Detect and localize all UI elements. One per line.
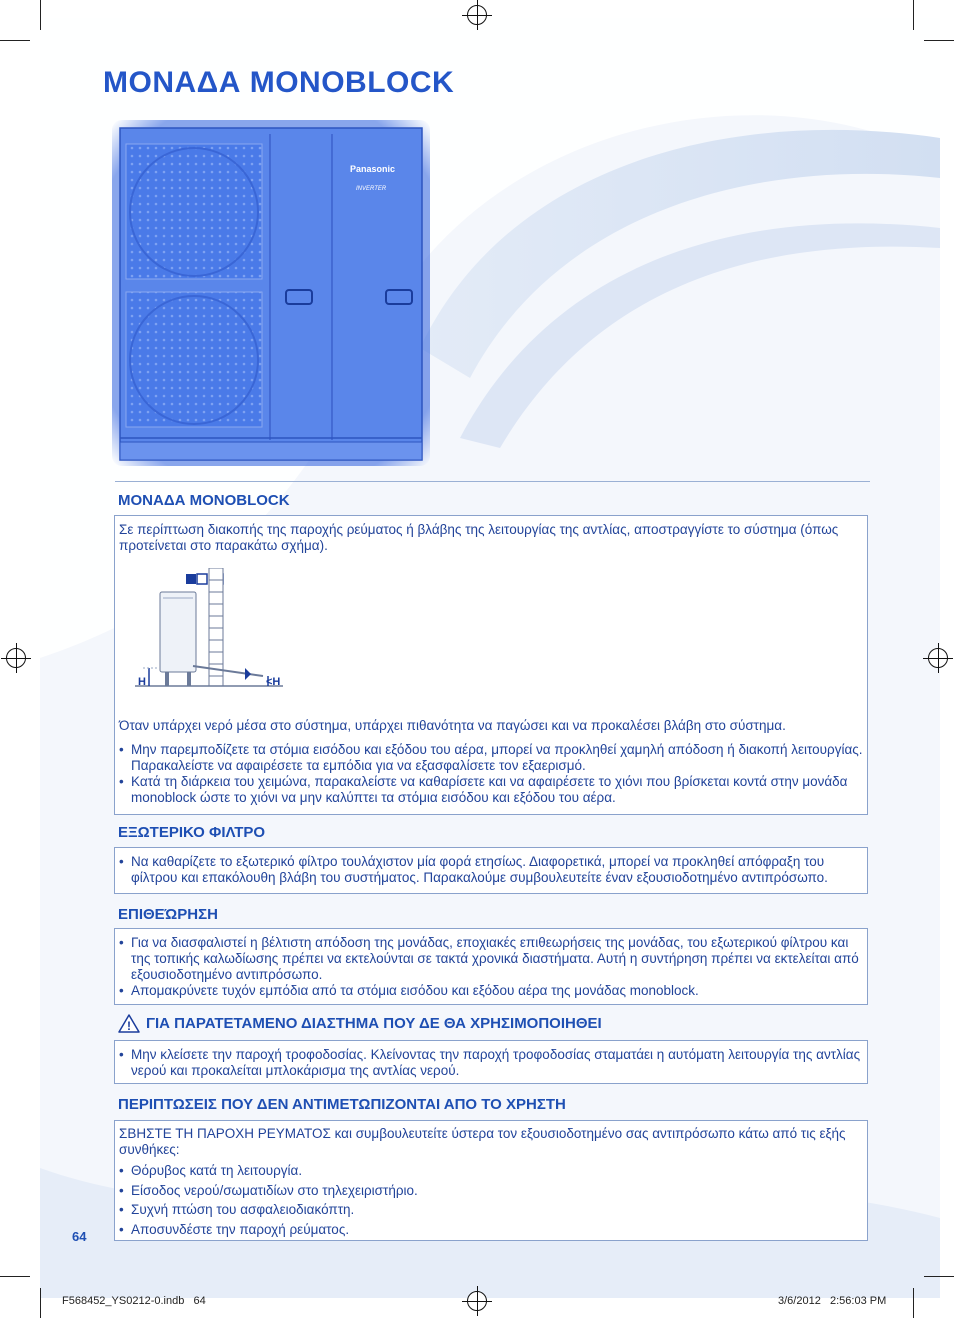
inverter-logo: INVERTER — [356, 186, 387, 192]
long-period-bullets — [115, 1047, 867, 1079]
crop-mark — [0, 40, 30, 41]
non-serviceable-info-box — [114, 1120, 868, 1241]
crop-mark — [913, 0, 914, 30]
section-heading-long-period: ΓΙΑ ΠΑΡΑΤΕΤΑΜΕΝΟ ΔΙΑΣΤΗΜΑ ΠΟΥ ΔΕ ΘΑ ΧΡΗΣΙΜΟΠΟΙΗΘΕΙ — [146, 1015, 602, 1032]
registration-mark-icon — [6, 648, 26, 668]
non-serviceable-intro: ΣΒΗΣΤΕ ΤΗ ΠΑΡΟΧΗ ΡΕΥΜΑΤΟΣ και συμβουλευτείτε ύστερα τον εξουσιοδοτημένο σας αντιπρόσωπο κάτω από τις εξής συνθήκες: — [119, 1126, 846, 1157]
page-number: 64 — [72, 1229, 87, 1244]
list-item: • Μην κλείσετε την παροχή τροφοδοσίας. Κλείνοντας την παροχή τροφοδοσίας σταματάει η αυτόματη λειτουργία της αντλίας νερού και προκαλείται μπλοκάρισμα της αντλίας νερού. — [115, 1047, 867, 1079]
list-item: • Μην παρεμποδίζετε τα στόμια εισόδου και εξόδου του αέρα, μπορεί να προκληθεί χαμηλή απόδοση ή διακοπή λειτουργίας. Παρακαλείστε να αφαιρέσετε τα εμπόδια για να εξασφαλίσετε τον εξαερισμό. — [115, 742, 867, 774]
monoblock-bullets — [115, 742, 867, 806]
section-heading-filter: ΕΞΩΤΕΡΙΚΟ ΦΙΛΤΡΟ — [118, 824, 266, 841]
list-item: • Κατά τη διάρκεια του χειμώνα, παρακαλείστε να καθαρίσετε και να αφαιρέσετε το χιόνι που βρίσκεται κοντά στην μονάδα monoblock ώστε το χιόνι να μην καλύπτει τα στόμια εισόδου και εξόδου του αέρα. — [115, 774, 867, 806]
filter-bullets — [115, 854, 867, 886]
diagram-label-lt-h: <H — [266, 676, 281, 688]
long-period-info-box — [114, 1040, 868, 1084]
registration-mark-icon — [928, 648, 948, 668]
monoblock-unit-image — [112, 120, 430, 466]
section-divider — [115, 481, 870, 482]
crop-mark — [924, 40, 954, 41]
crop-mark — [40, 0, 41, 30]
non-serviceable-bullets — [115, 1161, 861, 1239]
footer-timestamp: 3/6/2012 2:56:03 PM — [778, 1295, 887, 1307]
diagram-label-h: H — [138, 676, 146, 688]
registration-mark-icon — [467, 1291, 487, 1311]
section-heading-non-serviceable: ΠΕΡΙΠΤΩΣΕΙΣ ΠΟΥ ΔΕΝ ΑΝΤΙΜΕΤΩΠΙΖΟΝΤΑΙ ΑΠΟ ΤΟ ΧΡΗΣΤΗ — [118, 1096, 566, 1113]
list-item: • Να καθαρίζετε το εξωτερικό φίλτρο τουλάχιστον μία φορά ετησίως. Διαφορετικά, μπορεί να προκληθεί απόφραξη του φίλτρου και επακόλουθη βλάβη του συστήματος. Παρακαλούμε συμβουλευτείτε έναν εξουσιοδοτημένο αντιπρόσωπο. — [115, 854, 867, 886]
section-heading-monoblock: ΜΟΝΑΔΑ MONOBLOCK — [118, 492, 290, 509]
monoblock-intro: Σε περίπτωση διακοπής της παροχής ρεύματος ή βλάβης της λειτουργίας της αντλίας, αποστραγγίστε το σύστημα (όπως προτείνεται στο παρακάτω σχήμα). — [119, 522, 839, 553]
inspection-bullets — [115, 935, 867, 999]
list-item: • Συχνή πτώση του ασφαλειοδιακόπτη. — [115, 1200, 861, 1220]
page-title: ΜΟΝΑΔΑ MONOBLOCK — [103, 66, 455, 99]
monoblock-info-box — [114, 515, 868, 815]
list-item: • Αποσυνδέστε την παροχή ρεύματος. — [115, 1220, 861, 1240]
footer-file-info: F568452_YS0212-0.indb 64 — [62, 1295, 206, 1307]
brand-logo: Panasonic — [350, 164, 396, 174]
inspection-info-box — [114, 928, 868, 1005]
list-item: • Θόρυβος κατά τη λειτουργία. — [115, 1161, 861, 1181]
filter-info-box — [114, 847, 868, 894]
list-item: • Απομακρύνετε τυχόν εμπόδια από τα στόμια εισόδου και εξόδου αέρα της μονάδας monoblock. — [115, 983, 867, 999]
warning-icon — [118, 1014, 140, 1033]
crop-mark — [913, 1288, 914, 1318]
list-item: • Για να διασφαλιστεί η βέλτιστη απόδοση της μονάδας, εποχιακές επιθεωρήσεις της μονάδας, του εξωτερικού φίλτρου και της τοπικής καλωδίωσης πρέπει να εκτελούνται σε τακτά χρονικά διαστήματα. Αυτή η συντήρηση πρέπει να εκτελείται από εξουσιοδοτημένο αντιπρόσωπο. — [115, 935, 867, 983]
list-item: • Είσοδος νερού/σωματιδίων στο τηλεχειριστήριο. — [115, 1181, 861, 1201]
section-heading-inspection: ΕΠΙΘΕΏΡΗΣΗ — [118, 906, 218, 923]
crop-mark — [924, 1276, 954, 1277]
drain-diagram — [133, 568, 283, 698]
crop-mark — [0, 1276, 30, 1277]
svg-text:!: ! — [127, 1019, 131, 1033]
registration-mark-icon — [467, 5, 487, 25]
section-heading-long-period-row — [118, 1014, 602, 1033]
monoblock-after-diagram: Όταν υπάρχει νερό μέσα στο σύστημα, υπάρχει πιθανότητα να παγώσει και να προκαλέσει βλάβη στο σύστημα. — [119, 718, 786, 733]
crop-mark — [40, 1288, 41, 1318]
